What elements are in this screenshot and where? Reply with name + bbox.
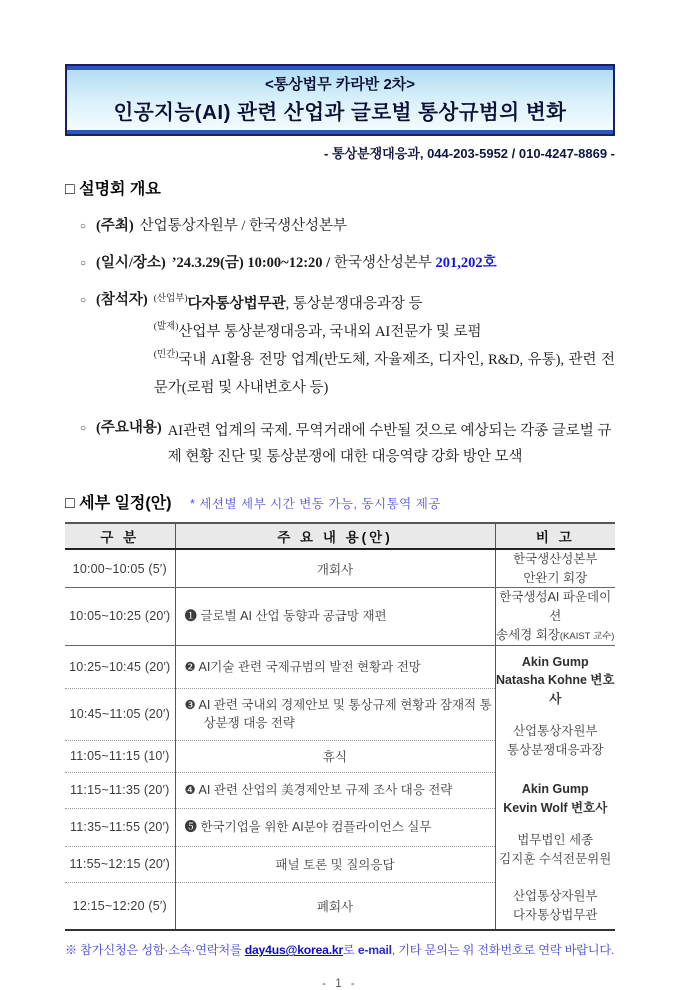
bullet-host	[65, 216, 615, 238]
note-line: 김지훈 수석전문위원	[499, 851, 612, 866]
note-line: 한국생산성본부	[512, 551, 598, 566]
table-row	[65, 882, 615, 930]
table-header-row	[65, 523, 615, 549]
table-row	[65, 645, 615, 688]
note-cell	[495, 549, 615, 588]
note-line: 산업통상자원부	[512, 723, 598, 738]
note-line: Akin Gump	[521, 654, 589, 669]
note-cell	[495, 588, 615, 645]
note-line: 한국생성AI 파운데이션	[499, 590, 612, 623]
schedule-table	[65, 522, 615, 932]
attendees-line-gov	[154, 290, 615, 318]
host-label: (주최)	[96, 218, 134, 234]
attendees-gov-rest: , 통상분쟁대응과장 등	[285, 295, 423, 312]
bullet-topic	[65, 418, 615, 470]
table-row	[65, 549, 615, 588]
attendees-lines	[154, 290, 615, 403]
content-cell: 폐회사	[175, 882, 495, 930]
overview-bullets	[65, 216, 615, 470]
note-group	[496, 722, 616, 760]
tag-private: (민간)	[153, 350, 179, 361]
attendees-presenters-text: 산업부 통상분쟁대응과, 국내외 AI전문가 및 로펌	[178, 323, 482, 340]
col-header-time: 구 분	[65, 523, 175, 549]
bullet-circle-icon: ○	[80, 294, 87, 306]
note-group	[496, 653, 616, 709]
contact-line: - 통상분쟁대응과, 044-203-5952 / 010-4247-8869 -	[324, 146, 615, 161]
venue-text: 한국생산성본부	[333, 254, 432, 271]
content-cell: ❸ AI 관련 국내외 경제안보 및 통상규제 현황과 잠재적 통상분쟁 대응 전략	[175, 688, 495, 740]
datetime-text	[172, 253, 497, 275]
datetime-value: ’24.3.29(금) 10:00~12:20 /	[171, 254, 331, 271]
note-line: 산업통상자원부	[512, 889, 598, 903]
title-banner-inner	[67, 66, 613, 134]
title-banner	[65, 64, 615, 136]
overview-heading: □ 설명회 개요	[65, 181, 161, 198]
application-note-mid: 로	[343, 943, 358, 958]
note-group	[496, 780, 616, 818]
bullet-attendees	[65, 290, 615, 403]
table-row	[65, 772, 615, 808]
note-line: 통상분쟁대응과장	[506, 742, 604, 757]
room-number: 201,202호	[435, 254, 497, 271]
time-cell: 10:45~11:05 (20′)	[65, 688, 175, 740]
bullet-circle-icon: ○	[80, 422, 87, 434]
datetime-label: (일시/장소)	[96, 254, 166, 271]
host-text: 산업통상자원부 / 한국생산성본부	[139, 218, 348, 234]
content-cell: ❶ 글로벌 AI 산업 동향과 공급망 재편	[175, 588, 495, 645]
note-line: 법무법인 세종	[517, 832, 594, 847]
time-cell: 12:15~12:20 (5′)	[65, 882, 175, 930]
col-header-content: 주 요 내 용(안)	[175, 523, 495, 549]
topic-label: (주요내용)	[96, 419, 162, 436]
note-line: 안완기 회장	[523, 570, 588, 585]
tag-presenter: (발제)	[153, 321, 179, 332]
schedule-heading-row	[65, 490, 615, 513]
note-cell-merged	[495, 772, 615, 882]
bullet-circle-icon: ○	[80, 221, 87, 232]
note-line: 송세경 회장(KAIST 교수)	[496, 627, 615, 642]
content-cell: ❹ AI 관련 산업의 美경제안보 규제 조사 대응 전략	[175, 772, 495, 808]
tag-ministry: (산업부)	[153, 293, 188, 304]
time-cell: 10:05~10:25 (20′)	[65, 588, 175, 645]
note-line: Akin Gump	[521, 782, 589, 797]
time-cell: 11:55~12:15 (20′)	[65, 846, 175, 882]
content-cell: 패널 토론 및 질의응답	[175, 846, 495, 882]
application-note-suffix: , 기타 문의는 위 전화번호로 연락 바랍니다.	[391, 943, 615, 958]
note-cell-merged	[495, 645, 615, 772]
note-line: Kevin Wolf 변호사	[503, 801, 608, 815]
col-header-note: 비 고	[495, 523, 615, 549]
topic-text: AI관련 업계의 국제. 무역거래에 수반될 것으로 예상되는 각종 글로벌 규제 현황 진단 및 통상분쟁에 대한 대응역량 강화 방안 모색	[167, 422, 612, 465]
note-line: 다자통상법무관	[512, 907, 598, 922]
table-row	[65, 588, 615, 645]
application-note	[65, 941, 615, 958]
bullet-circle-icon: ○	[80, 257, 87, 269]
content-cell: 개회사	[175, 549, 495, 588]
note-line: Natasha Kohne 변호사	[495, 673, 615, 706]
content-cell: ❺ 한국기업을 위한 AI분야 컴플라이언스 실무	[175, 808, 495, 846]
note-cell	[495, 882, 615, 930]
time-cell: 11:15~11:35 (20′)	[65, 772, 175, 808]
application-note-email-word: e-mail	[357, 943, 392, 958]
email-link[interactable]: day4us@korea.kr	[244, 943, 344, 958]
note-group	[496, 831, 616, 869]
attendees-private-text: 국내 AI활용 전망 업계(반도체, 자율제조, 디자인, R&D, 유통), 관련 전문가(로펌 및 사내변호사 등)	[153, 352, 615, 397]
schedule-heading: □ 세부 일정(안)	[65, 494, 172, 512]
attendees-label: (참석자)	[96, 291, 148, 308]
attendees-line-private	[154, 346, 615, 403]
schedule-note: * 세션별 세부 시간 변동 가능, 동시통역 제공	[189, 496, 441, 511]
application-note-prefix: ※ 참가신청은 성함·소속·연락처를	[65, 943, 245, 958]
page-number: - 1 -	[322, 978, 358, 990]
attendees-line-presenters	[154, 318, 615, 346]
content-cell: 휴식	[175, 740, 495, 772]
time-cell: 11:05~11:15 (10′)	[65, 740, 175, 772]
banner-subtitle: <통상법무 카라반 2차>	[264, 76, 416, 93]
time-cell: 10:00~10:05 (5′)	[65, 549, 175, 588]
time-cell: 11:35~11:55 (20′)	[65, 808, 175, 846]
content-cell: ❷ AI기술 관련 국제규범의 발전 현황과 전망	[175, 645, 495, 688]
bullet-datetime	[65, 253, 615, 275]
time-cell: 10:25~10:45 (20′)	[65, 645, 175, 688]
attendees-gov-bold: 다자통상법무관	[187, 295, 286, 312]
banner-title: 인공지능(AI) 관련 산업과 글로벌 통상규범의 변화	[113, 101, 567, 124]
